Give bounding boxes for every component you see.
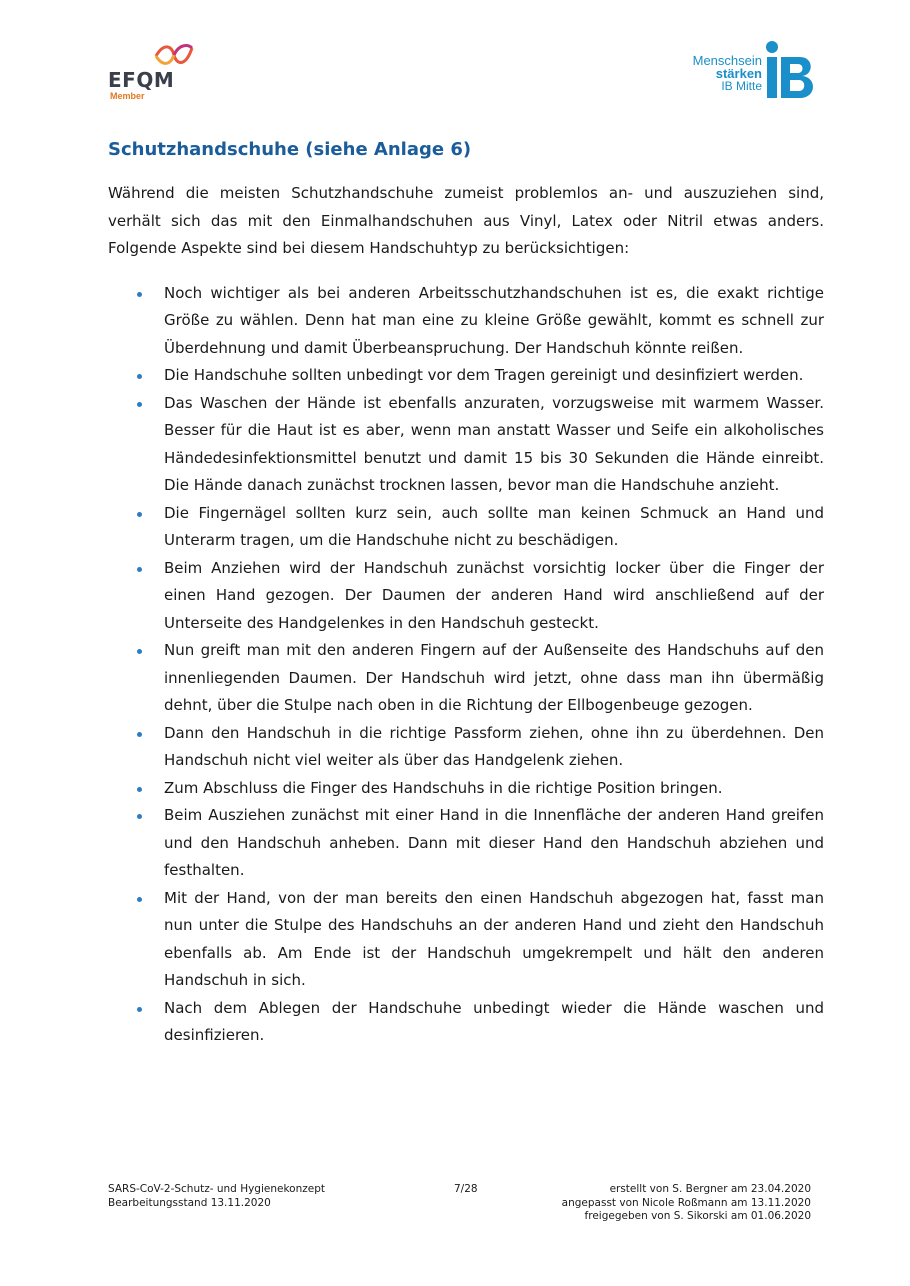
bullet-icon [137,649,142,654]
bullet-icon [137,897,142,902]
footer-released: freigegeben von S. Sikorski am 01.06.2020 [584,1210,811,1222]
list-item [108,775,824,803]
list-item [108,280,824,363]
list-item-text: Dann den Handschuh in die richtige Passform ziehen, ohne ihn zu überdehnen. Den Handschuh nicht viel weiter als über das Handgelenk ziehen. [164,723,824,769]
bullet-icon [137,374,142,379]
efqm-wordmark: EFQM [108,68,175,92]
list-item-text: Die Fingernägel sollten kurz sein, auch sollte man keinen Schmuck an Hand und Unterarm tragen, um die Handschuhe nicht zu beschädigen. [164,503,824,549]
list-item-text: Das Waschen der Hände ist ebenfalls anzuraten, vorzugsweise mit warmem Wasser. Besser für die Haut ist es aber, wenn man anstatt Wasser und Seife ein alkoholisches Händedesinfektionsmittel benutzt und damit 15 bis 30 Sekunden die Hände einreibt. Die Hände danach zunächst trocknen lassen, bevor man die Handschuhe anzieht. [164,393,824,494]
list-item-text: Noch wichtiger als bei anderen Arbeitsschutzhandschuhen ist es, die exakt richtige Größe zu wählen. Denn hat man eine zu kleine Größe gewählt, kommt es schnell zur Überdehnung und damit Überbeanspruchung. Der Handschuh könnte reißen. [164,283,824,357]
ib-slogan-line1: Menschsein [692,53,762,68]
efqm-logo [108,42,198,104]
intro-paragraph: Während die meisten Schutzhandschuhe zumeist problemlos an- und auszuziehen sind, verhält sich das mit den Einmalhandschuhen aus Vinyl, Latex oder Nitril etwas anders. Folgende Aspekte sind bei diesem Handschuhtyp zu berücksichtigen: [108,184,824,257]
list-item-text: Beim Anziehen wird der Handschuh zunächst vorsichtig locker über die Finger der einen Hand gezogen. Der Daumen der anderen Hand wird anschließend auf der Unterseite des Handgelenkes in den Handschuh gesteckt. [164,558,824,632]
list-item [108,390,824,500]
bullet-icon [137,402,142,407]
list-item-text: Nach dem Ablegen der Handschuhe unbedingt wieder die Hände waschen und desinfizieren. [164,998,824,1044]
footer-adapted: angepasst von Nicole Roßmann am 13.11.2020 [561,1196,811,1209]
instruction-list [108,280,824,1050]
list-item [108,500,824,555]
ib-slogan-line2: stärken [715,66,762,81]
bullet-icon [137,292,142,297]
list-item [108,802,824,885]
footer-created: erstellt von S. Bergner am 23.04.2020 [609,1183,811,1195]
list-item-text: Die Handschuhe sollten unbedingt vor dem Tragen gereinigt und desinfiziert werden. [164,366,804,384]
bullet-icon [137,1007,142,1012]
bullet-icon [137,512,142,517]
list-item-text: Beim Ausziehen zunächst mit einer Hand in die Innenfläche der anderen Hand greifen und den Handschuh anheben. Dann mit dieser Hand den Handschuh abziehen und festhalten. [164,806,824,879]
list-item [108,885,824,995]
efqm-member-label: Member [110,91,145,101]
footer-status: Bearbeitungsstand 13.11.2020 [108,1196,271,1209]
list-item [108,720,824,775]
list-item [108,995,824,1050]
list-item-text: Mit der Hand, von der man bereits den einen Handschuh abgezogen hat, fasst man nun unter die Stulpe des Handschuhs an der anderen Hand und zieht den Handschuh ebenfalls ab. Am Ende ist der Handschuh umgekrempelt und hält den anderen Handschuh in sich. [164,888,824,989]
page-header [0,0,910,120]
bullet-icon [137,732,142,737]
footer-doc-title: SARS-CoV-2-Schutz- und Hygienekonzept [108,1183,325,1195]
efqm-swoosh-icon [153,42,195,68]
ib-mark-icon [764,40,818,100]
list-item-text: Nun greift man mit den anderen Fingern auf der Außenseite des Handschuhs auf den innenliegenden Daumen. Der Handschuh wird jetzt, ohne dass man ihn übermäßig dehnt, über die Stulpe nach oben in die Richtung der Ellbogenbeuge gezogen. [164,641,824,714]
ib-slogan-line3: IB Mitte [721,79,762,93]
list-item-text: Zum Abschluss die Finger des Handschuhs in die richtige Position bringen. [164,778,723,797]
section-title: Schutzhandschuhe (siehe Anlage 6) [108,139,472,160]
bullet-icon [137,567,142,572]
list-item [108,555,824,638]
list-item [108,637,824,720]
page-number: 7/28 [454,1183,478,1195]
ib-slogan [693,54,762,93]
footer-right [562,1183,811,1224]
main-content [108,136,824,1050]
list-item [108,362,824,390]
bullet-icon [137,814,142,819]
ib-logo [678,40,818,104]
bullet-icon [137,787,142,792]
footer-left [108,1183,325,1210]
